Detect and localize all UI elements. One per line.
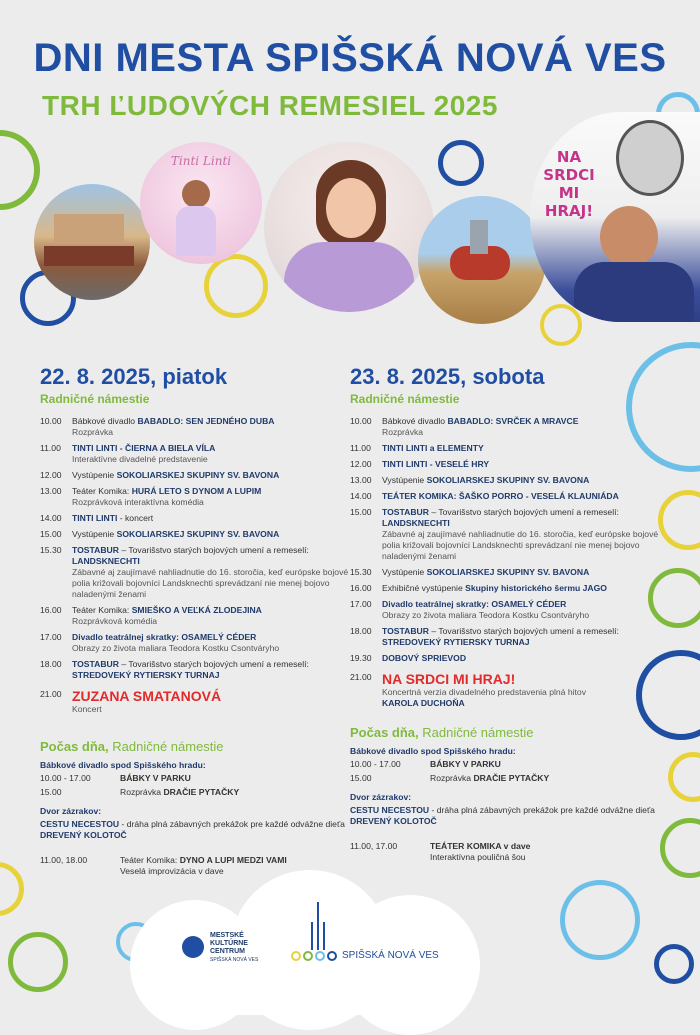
mkc-logo: MESTSKÉ KULTÚRNE CENTRUM SPIŠSKÁ NOVÁ VES <box>182 930 282 970</box>
day2-place: Radničné námestie <box>350 392 460 406</box>
event-item <box>350 443 670 454</box>
event-time: 12.00 <box>350 459 372 469</box>
event-item: 15.30 TOSTABUR – Tovarišstvo starých bojových umení a remeselí: LANDSKNECHTI Zábavné aj zaujímavé nahliadnutie do 16. storočia, keď európske bojové polia križovali bojovníci Landsknechti sprevádzaní nie menej bojovo naladenými ženami <box>40 545 360 600</box>
event-time: 15.30 <box>350 567 372 577</box>
event-desc: Interaktívne divadelné predstavenie <box>72 454 208 464</box>
event-time: 16.00 <box>40 605 62 615</box>
photo-folk-costumes <box>34 184 150 300</box>
day1-puppet-title: Bábkové divadlo spod Spišského hradu: <box>40 760 206 770</box>
event-item: 15.00 TOSTABUR – Tovarišstvo starých bojových umení a remeselí: LANDSKNECHTI Zábavné aj zaujímavé nahliadnutie do 16. storočia, keď európske bojové polia križovali bojovníci Landsknechti sprevádzaní nie menej bojovo naladenými ženami <box>350 507 670 562</box>
day1-headliner <box>40 689 360 715</box>
event-item: 13.00 Vystúpenie SOKOLIARSKEJ SKUPINY SV. BAVONA <box>350 475 590 485</box>
event-desc: Rozprávka <box>72 427 114 437</box>
event-item: 16.00 Exhibičné vystúpenie Skupiny historického šermu JAGO <box>350 583 607 593</box>
event-item <box>40 632 360 654</box>
event-name: TINTI LINTI a ELEMENTY <box>382 443 484 453</box>
page-subtitle: TRH ĽUDOVÝCH REMESIEL 2025 <box>42 90 498 121</box>
schedule-row: 15.00 Rozprávka DRAČIE PYTAČKY <box>40 787 240 797</box>
event-time: 11.00 <box>350 443 371 453</box>
ring-decor <box>8 932 68 992</box>
event-item: 16.00 Teáter Komika: SMIEŠKO A VEĽKÁ ZLODEJINA Rozprávková komédia <box>40 605 360 627</box>
photo-knights-tournament <box>418 196 546 324</box>
event-item <box>350 491 670 502</box>
event-item: 15.30 Vystúpenie SOKOLIARSKEJ SKUPINY SV. BAVONA <box>350 567 590 577</box>
event-name: TOSTABUR <box>72 659 119 669</box>
event-item: 18.00 TOSTABUR – Tovarišstvo starých bojových umení a remeselí: STREDOVEKÝ RYTIERSKY TURNAJ <box>40 659 309 680</box>
event-time: 14.00 <box>350 491 372 501</box>
event-time: 11.00 <box>40 443 61 453</box>
event-name: Divadlo teatrálnej skratky: OSAMELÝ CÉDER <box>72 632 257 642</box>
ring-decor <box>438 140 484 186</box>
schedule-row: 10.00 - 17.00 BÁBKY V PARKU <box>40 773 191 783</box>
city-name: SPIŠSKÁ NOVÁ VES <box>342 950 439 961</box>
event-desc: Rozprávka <box>382 427 424 437</box>
event-time: 17.00 <box>40 632 62 642</box>
event-time: 12.00 <box>40 470 62 480</box>
event-time: 16.00 <box>350 583 372 593</box>
day2-daytime-title: Počas dňa, Radničné námestie <box>350 725 534 740</box>
event-name: TINTI LINTI - ČIERNA A BIELA VÍLA <box>72 443 216 453</box>
event-item <box>350 459 670 470</box>
yard-item: CESTU NECESTOU - dráha plná zábavných prekážok pre každé odvážne dieťa <box>350 805 655 815</box>
schedule-row: 15.00 Rozprávka DRAČIE PYTAČKY <box>350 773 550 783</box>
event-time: 10.00 <box>350 416 372 426</box>
event-name: TEÁTER KOMIKA: ŠAŠKO PORRO - VESELÁ KLAUNIÁDA <box>382 491 619 501</box>
schedule-row: 11.00, 18.00 Teáter Komika: DYNO A LUPI MEDZI VAMI Veselá improvizácia v dave <box>40 855 287 876</box>
event-time: 14.00 <box>40 513 62 523</box>
day1-place: Radničné námestie <box>40 392 150 406</box>
event-name: BABADLO: SEN JEDNÉHO DUBA <box>137 416 275 426</box>
event-time: 15.00 <box>40 529 62 539</box>
event-time: 10.00 <box>40 416 62 426</box>
event-name: TOSTABUR <box>382 507 429 517</box>
event-item: 14.00 TINTI LINTI - koncert <box>40 513 154 523</box>
event-item <box>40 443 360 465</box>
event-time: 15.30 <box>40 545 62 555</box>
event-name: TINTI LINTI - VESELÉ HRY <box>382 459 490 469</box>
yard-item: DREVENÝ KOLOTOČ <box>350 816 437 826</box>
event-name: Skupiny historického šermu JAGO <box>465 583 607 593</box>
day2-headliner <box>350 672 670 709</box>
day1-date: 22. 8. 2025, piatok <box>40 364 228 389</box>
city-logo <box>290 900 440 970</box>
day1-yard-title: Dvor zázrakov: <box>40 806 102 816</box>
event-time: 21.00 <box>40 689 62 699</box>
event-time: 18.00 <box>350 626 372 636</box>
tinti-caption: Tinti Linti <box>170 154 232 168</box>
event-name: SMIEŠKO A VEĽKÁ ZLODEJINA <box>131 605 262 615</box>
event-name: TOSTABUR <box>382 626 429 636</box>
event-item: 12.00 Vystúpenie SOKOLIARSKEJ SKUPINY SV. BAVONA <box>40 470 280 480</box>
event-time: 18.00 <box>40 659 62 669</box>
event-desc: Rozprávková komédia <box>72 616 158 626</box>
event-name: SOKOLIARSKEJ SKUPINY SV. BAVONA <box>116 470 280 480</box>
ring-decor <box>0 130 40 210</box>
event-item <box>350 653 670 664</box>
ring-decor <box>654 944 694 984</box>
event-item: 18.00 TOSTABUR – Tovarišstvo starých bojových umení a remeselí: STREDOVEKÝ RYTIERSKY TURNAJ <box>350 626 619 647</box>
event-item: 10.00 Bábkové divadlo BABADLO: SVRČEK A MRAVCE Rozprávka <box>350 416 670 438</box>
headliner-desc: Koncert <box>72 704 102 714</box>
event-desc: Obrazy zo života maliara Teodora Kostku Csontváryho <box>382 610 590 620</box>
ring-decor <box>0 862 24 916</box>
event-item <box>350 599 670 621</box>
headliner-desc2: KAROLA DUCHOŇA <box>382 698 465 708</box>
srdci-caption: NA SRDCI MI HRAJ! <box>543 148 595 220</box>
event-desc: Zábavné aj zaujímavé nahliadnutie do 16. storočia, keď európske bojové polia križovali bojovníci Landsknechti sprevádzaní nie menej bojovo naladenými ženami <box>72 567 349 599</box>
day1-daytime-title: Počas dňa, Radničné námestie <box>40 739 224 754</box>
event-name: TOSTABUR <box>72 545 119 555</box>
event-item: 15.00 Vystúpenie SOKOLIARSKEJ SKUPINY SV. BAVONA <box>40 529 280 539</box>
event-desc: Obrazy zo života maliara Teodora Kostku Csontváryho <box>72 643 280 653</box>
photo-tinti-linti <box>140 142 262 264</box>
event-name: DOBOVÝ SPRIEVOD <box>382 653 467 663</box>
event-item: 13.00 Teáter Komika: HURÁ LETO S DYNOM A LUPIM Rozprávková interaktívna komédia <box>40 486 360 508</box>
event-time: 17.00 <box>350 599 372 609</box>
photo-na-srdci-mi-hraj <box>530 112 700 322</box>
day2-events <box>350 416 670 664</box>
event-name: TINTI LINTI <box>72 513 118 523</box>
event-name: Divadlo teatrálnej skratky: OSAMELÝ CÉDER <box>382 599 567 609</box>
photo-zuzana-smatanova <box>264 142 434 312</box>
event-name: BABADLO: SVRČEK A MRAVCE <box>447 416 579 426</box>
day2-yard-title: Dvor zázrakov: <box>350 792 412 802</box>
headliner-desc: Koncertná verzia divadelného predstavenia plná hitov <box>382 687 586 697</box>
event-name: SOKOLIARSKEJ SKUPINY SV. BAVONA <box>116 529 280 539</box>
day2-date: 23. 8. 2025, sobota <box>350 364 545 389</box>
event-time: 13.00 <box>350 475 372 485</box>
event-name: HURÁ LETO S DYNOM A LUPIM <box>131 486 262 496</box>
yard-item: DREVENÝ KOLOTOČ <box>40 830 127 840</box>
schedule-row: 10.00 - 17.00 BÁBKY V PARKU <box>350 759 501 769</box>
event-name: SOKOLIARSKEJ SKUPINY SV. BAVONA <box>426 567 590 577</box>
ring-decor <box>204 254 268 318</box>
event-time: 21.00 <box>350 672 372 682</box>
event-desc: Zábavné aj zaujímavé nahliadnutie do 16. storočia, keď európske bojové polia križovali bojovníci Landsknechti sprevádzaní nie menej bojovo naladenými ženami <box>382 529 659 561</box>
headliner-name: NA SRDCI MI HRAJ! <box>382 671 516 687</box>
ring-decor <box>560 880 640 960</box>
event-item: 10.00 Bábkové divadlo BABADLO: SEN JEDNÉHO DUBA Rozprávka <box>40 416 360 438</box>
page-title: DNI MESTA SPIŠSKÁ NOVÁ VES <box>33 36 667 80</box>
schedule-row: 11.00, 17.00 TEÁTER KOMIKA v dave Interaktívna pouličná šou <box>350 841 531 862</box>
headliner-name: ZUZANA SMATANOVÁ <box>72 688 222 704</box>
city-logo-icon <box>290 900 350 970</box>
event-time: 13.00 <box>40 486 62 496</box>
day1-column <box>40 364 360 880</box>
yard-item: CESTU NECESTOU - dráha plná zábavných prekážok pre každé odvážne dieťa <box>40 819 345 829</box>
day2-puppet-title: Bábkové divadlo spod Spišského hradu: <box>350 746 516 756</box>
mkc-logo-icon <box>182 936 204 958</box>
day1-events <box>40 416 360 681</box>
event-time: 19.30 <box>350 653 372 663</box>
event-name: SOKOLIARSKEJ SKUPINY SV. BAVONA <box>426 475 590 485</box>
day2-column <box>350 364 670 866</box>
ring-decor <box>668 752 700 802</box>
event-desc: Rozprávková interaktívna komédia <box>72 497 204 507</box>
event-time: 15.00 <box>350 507 372 517</box>
